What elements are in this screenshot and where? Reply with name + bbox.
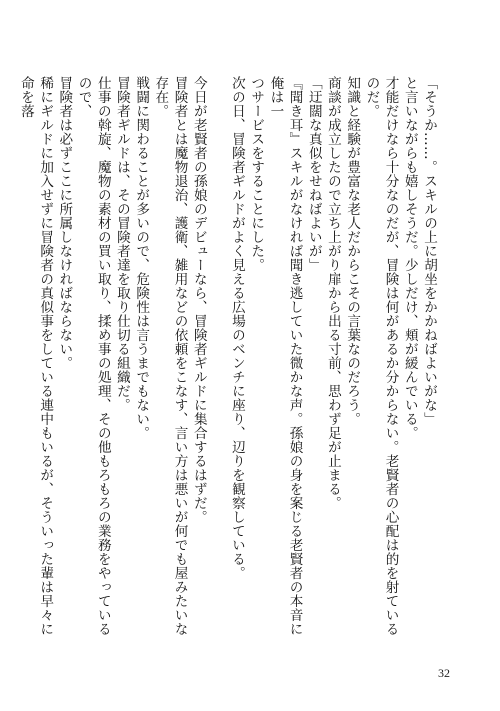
- paragraph: 知識と経験が豊富な老人だからこその言葉なのだろう。: [344, 76, 361, 426]
- paragraph: 冒険者は必ずここに所属しなければならない。: [56, 76, 73, 370]
- paragraph: 「そうか……。スキルの上に胡坐をかかねばよいがな」: [421, 76, 437, 426]
- page-number: 32: [438, 666, 450, 680]
- body-text: [17, 76, 438, 648]
- paragraph: つサービスをすることにした。: [248, 76, 265, 272]
- paragraph: と言いながらも嬉しそうだ。少しだけ、頬が緩んでいる。: [401, 76, 418, 440]
- paragraph: 稀にギルドに加入せずに冒険者の真似事をしている連中もいるが、そういった輩は早々に命を落: [17, 76, 54, 636]
- paragraph: 「迂闊な真似をせねばよいが」: [305, 76, 322, 272]
- paragraph: 才能だけなら十分なのだが、冒険は何があるか分からない。老賢者の心配は的を射ているのだ。: [363, 76, 399, 636]
- paragraph: 『聞き耳』スキルがなければ聞き逃していた微かな声。孫娘の身を案じる老賢者の本音に俺は一: [267, 76, 303, 636]
- paragraph: 次の日、冒険者ギルドがよく見える広場のベンチに座り、辺りを観察している。: [228, 76, 245, 580]
- paragraph: 今日が老賢者の孫娘のデビューなら、冒険者ギルドに集合するはずだ。: [190, 76, 207, 524]
- paragraph: 仕事の斡旋、魔物の素材の買い取り、揉め事の処理、その他もろもろの業務をやっているので、: [75, 76, 111, 636]
- paragraph: 戦闘に関わることが多いので、危険性は言うまでもない。: [133, 76, 150, 440]
- paragraph: 冒険者ギルドは、その冒険者達を取り仕切る組織だ。: [113, 76, 130, 412]
- paragraph: 冒険者とは魔物退治、護衛、雑用などの依頼をこなす、言い方は悪いが何でも屋みたいな存在。: [152, 76, 188, 636]
- paragraph: 商談が成立したので立ち上がり扉から出る寸前、思わず足が止まる。: [324, 76, 341, 510]
